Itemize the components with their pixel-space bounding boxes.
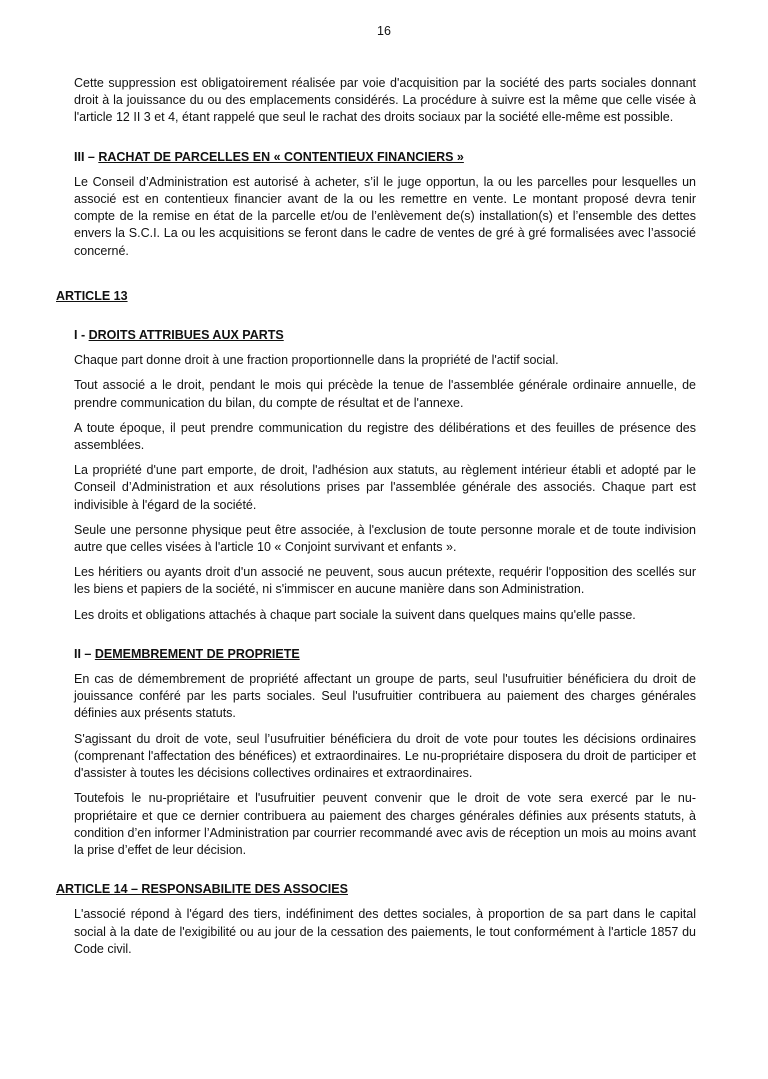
paragraph: Les droits et obligations attachés à chaque part sociale la suivent dans quelques mains qu'elle passe. [74,607,636,622]
article-13-section-ii [74,646,696,859]
section-prefix: III – [74,149,99,164]
article-14-body [74,906,696,958]
paragraph: L'associé répond à l'égard des tiers, indéfiniment des dettes sociales, à proportion de sa part dans le capital social à la date de l'exigibilité ou au jour de la cessation des paiements, le tout conformément à l'article 1857 du Code civil. [74,907,696,956]
paragraph: Chaque part donne droit à une fraction proportionnelle dans la propriété de l'actif social. [74,353,559,368]
section-title: RACHAT DE PARCELLES EN « CONTENTIEUX FINANCIERS » [98,149,464,164]
section-prefix: I - [74,328,89,343]
article-14-heading: ARTICLE 14 – RESPONSABILITE DES ASSOCIES [56,882,348,897]
paragraph: Toutefois le nu-propriétaire et l'usufruitier peuvent convenir que le droit de vote sera exercé par le nu-propriétaire et que ce dernier contribuera au paiement des charges générales définies aux présents statuts, à condition d’en informer l’Administration par courrier recommandé avec avis de réception un mois au moins avant la prise d’effet de leur décision. [74,791,696,857]
document-body [56,75,696,966]
article-13-heading: ARTICLE 13 [56,288,128,303]
article-13-section-i [74,327,696,624]
paragraph: Tout associé a le droit, pendant le mois qui précède la tenue de l'assemblée générale ordinaire annuelle, de prendre communication du bilan, du compte de résultat et de l'annexe. [74,378,696,410]
paragraph: Le Conseil d’Administration est autorisé à acheter, s’il le juge opportun, la ou les parcelles pour lesquelles un associé est en contentieux financier avant de la ou les remettre en vente. Le montant proposé devra tenir compte de la remise en état de la parcelle et/ou de l’enlèvement de(s) installation(s) et l’ensemble des dettes envers la S.C.I. La ou les acquisitions se feront dans le cadre de ventes de gré à gré formalisées avec l’associé concerné. [74,174,696,258]
paragraph: La propriété d'une part emporte, de droit, l'adhésion aux statuts, au règlement intérieur établi et adopté par le Conseil d’Administration et aux résolutions prises par l'assemblée générale des associés. Chaque part est indivisible à l'égard de la société. [74,463,696,512]
section-title: DROITS ATTRIBUES AUX PARTS [88,328,284,343]
section-title: DEMEMBREMENT DE PROPRIETE [94,646,300,661]
section-heading [74,327,696,344]
section-prefix: II – [74,646,95,661]
section-heading [74,149,696,166]
paragraph: Cette suppression est obligatoirement réalisée par voie d'acquisition par la société des parts sociales donnant droit à la jouissance du ou des emplacements considérés. La procédure à suivre est la même que celle visée à l'article 12 II 3 et 4, étant rappelé que seul le rachat des droits sociaux par la société elle-même est possible. [74,76,696,125]
paragraph: Les héritiers ou ayants droit d'un associé ne peuvent, sous aucun prétexte, requérir l'opposition des scellés sur les biens et papiers de la société, ni s'immiscer en aucune manière dans son Administration. [74,565,696,597]
intro-block [74,75,696,127]
paragraph: Seule une personne physique peut être associée, à l'exclusion de toute personne morale et de toute indivision autre que celles visées à l'article 10 « Conjoint survivant et enfants ». [74,522,696,555]
paragraph: En cas de démembrement de propriété affectant un groupe de parts, seul l'usufruitier bénéficiera du droit de jouissance conféré par les parts sociales. Seul l'usufruitier contribuera au paiement des charges générales définies aux présents statuts. [74,672,696,721]
section-iii [74,149,696,260]
paragraph: S'agissant du droit de vote, seul l’usufruitier bénéficiera du droit de vote pour toutes les décisions ordinaires (comprenant l'affectation des bénéfices) et extraordinaires. Le nu-propriétaire disposera du droit de participer et d'assister à toutes les décisions collectives ordinaires et extraordinaires. [74,731,696,781]
section-heading [74,646,696,663]
paragraph: A toute époque, il peut prendre communication du registre des délibérations et des feuilles de présence des assemblées. [74,420,696,453]
page-number: 16 [377,24,391,38]
